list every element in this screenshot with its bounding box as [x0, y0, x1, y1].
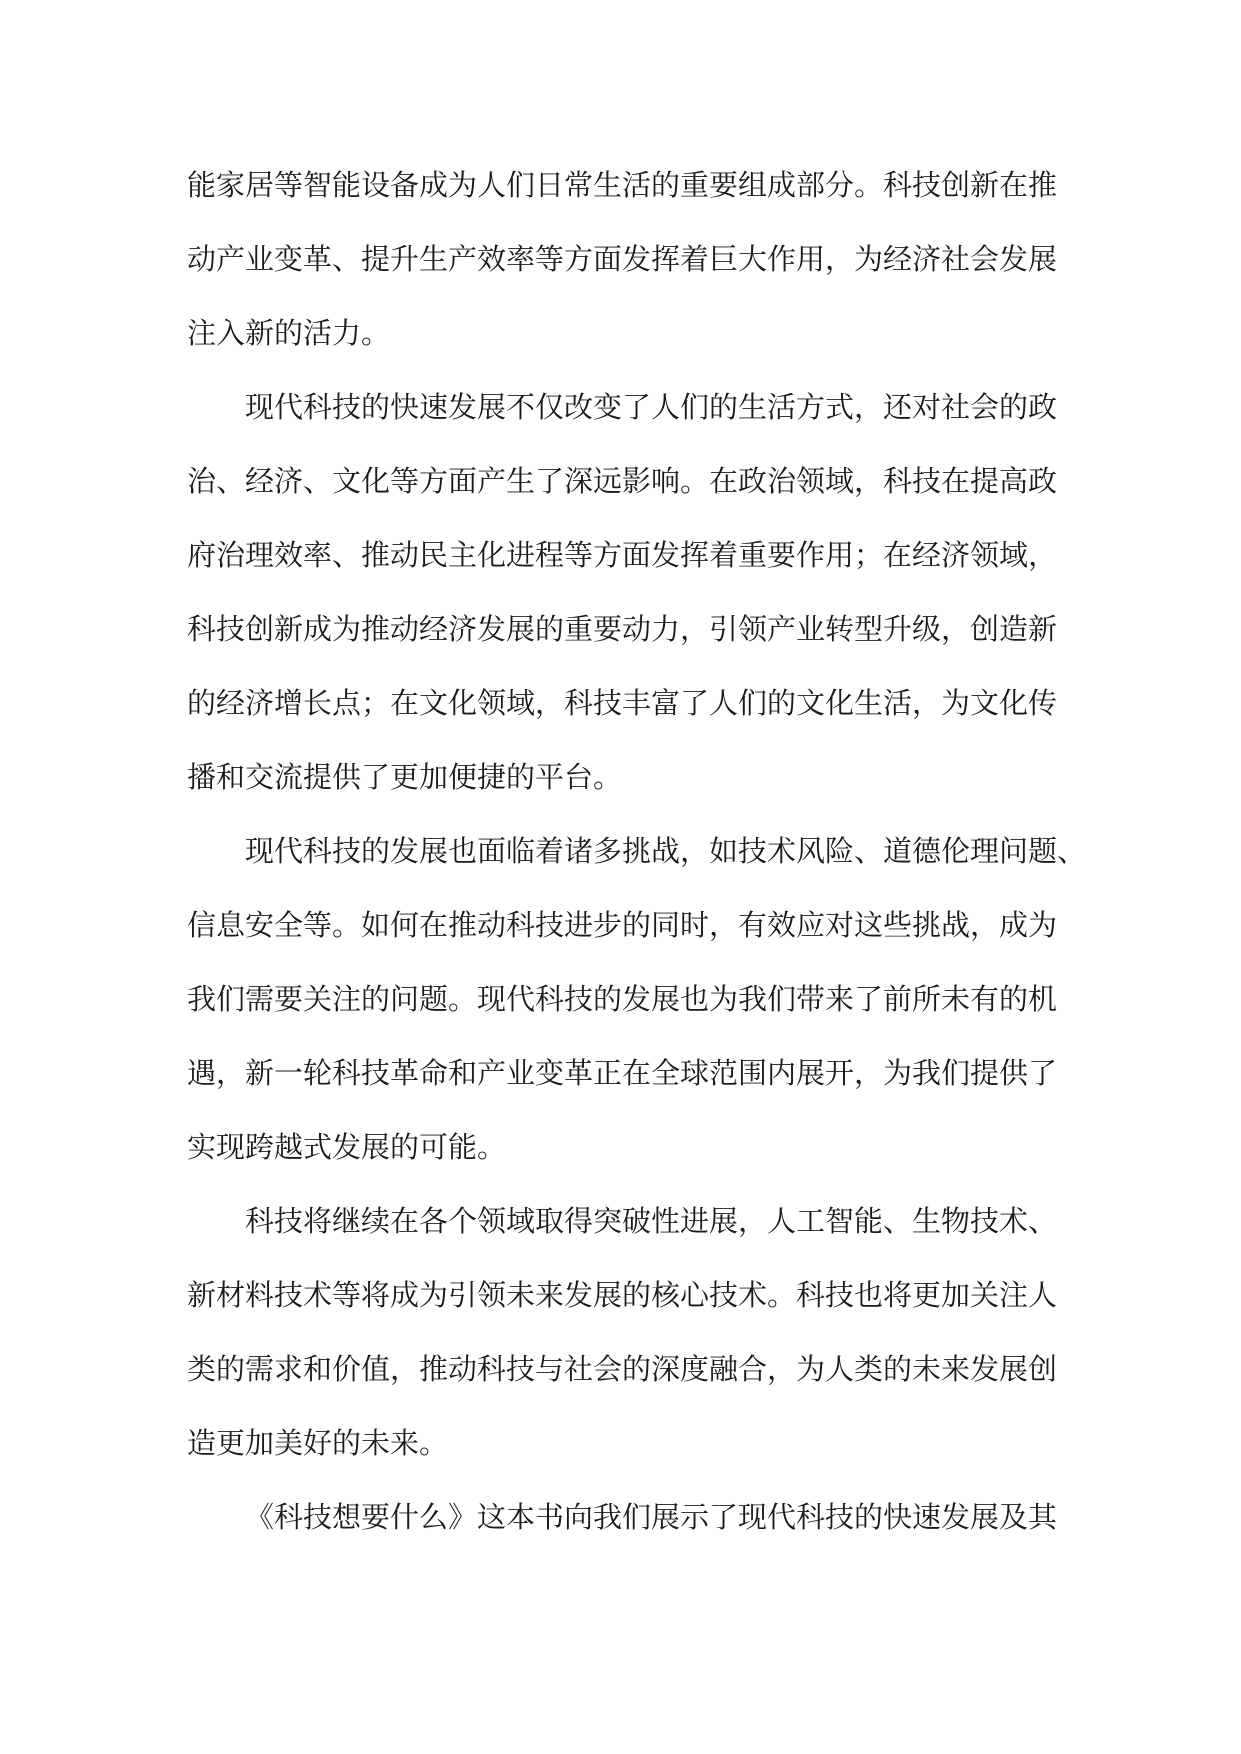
paragraph	[187, 370, 1058, 814]
text-line: 信息安全等。如何在推动科技进步的同时，有效应对这些挑战，成为	[187, 908, 1058, 942]
paragraph	[187, 814, 1087, 1184]
paragraph	[187, 1184, 1058, 1480]
text-line: 的经济增长点；在文化领域，科技丰富了人们的文化生活，为文化传	[187, 686, 1058, 720]
text-line: 我们需要关注的问题。现代科技的发展也为我们带来了前所未有的机	[187, 982, 1058, 1016]
text-line: 科技将继续在各个领域取得突破性进展，人工智能、生物技术、	[245, 1204, 1058, 1238]
paragraph	[187, 1480, 1058, 1554]
text-line: 类的需求和价值，推动科技与社会的深度融合，为人类的未来发展创	[187, 1352, 1058, 1386]
text-line: 注入新的活力。	[187, 316, 391, 350]
text-line: 实现跨越式发展的可能。	[187, 1130, 507, 1164]
text-line: 播和交流提供了更加便捷的平台。	[187, 760, 623, 794]
document-body	[187, 148, 1087, 1554]
text-line: 现代科技的发展也面临着诸多挑战，如技术风险、道德伦理问题、	[245, 834, 1087, 868]
text-line: 遇，新一轮科技革命和产业变革正在全球范围内展开，为我们提供了	[187, 1056, 1058, 1090]
text-line: 能家居等智能设备成为人们日常生活的重要组成部分。科技创新在推	[187, 168, 1058, 202]
paragraph	[187, 148, 1058, 370]
text-line: 科技创新成为推动经济发展的重要动力，引领产业转型升级，创造新	[187, 612, 1058, 646]
text-line: 府治理效率、推动民主化进程等方面发挥着重要作用；在经济领域，	[187, 538, 1058, 572]
text-line: 动产业变革、提升生产效率等方面发挥着巨大作用，为经济社会发展	[187, 242, 1058, 276]
text-line: 新材料技术等将成为引领未来发展的核心技术。科技也将更加关注人	[187, 1278, 1058, 1312]
text-line: 造更加美好的未来。	[187, 1426, 449, 1460]
text-line: 现代科技的快速发展不仅改变了人们的生活方式，还对社会的政	[245, 390, 1058, 424]
text-line: 治、经济、文化等方面产生了深远影响。在政治领域，科技在提高政	[187, 464, 1058, 498]
text-line: 《科技想要什么》这本书向我们展示了现代科技的快速发展及其	[245, 1500, 1058, 1534]
